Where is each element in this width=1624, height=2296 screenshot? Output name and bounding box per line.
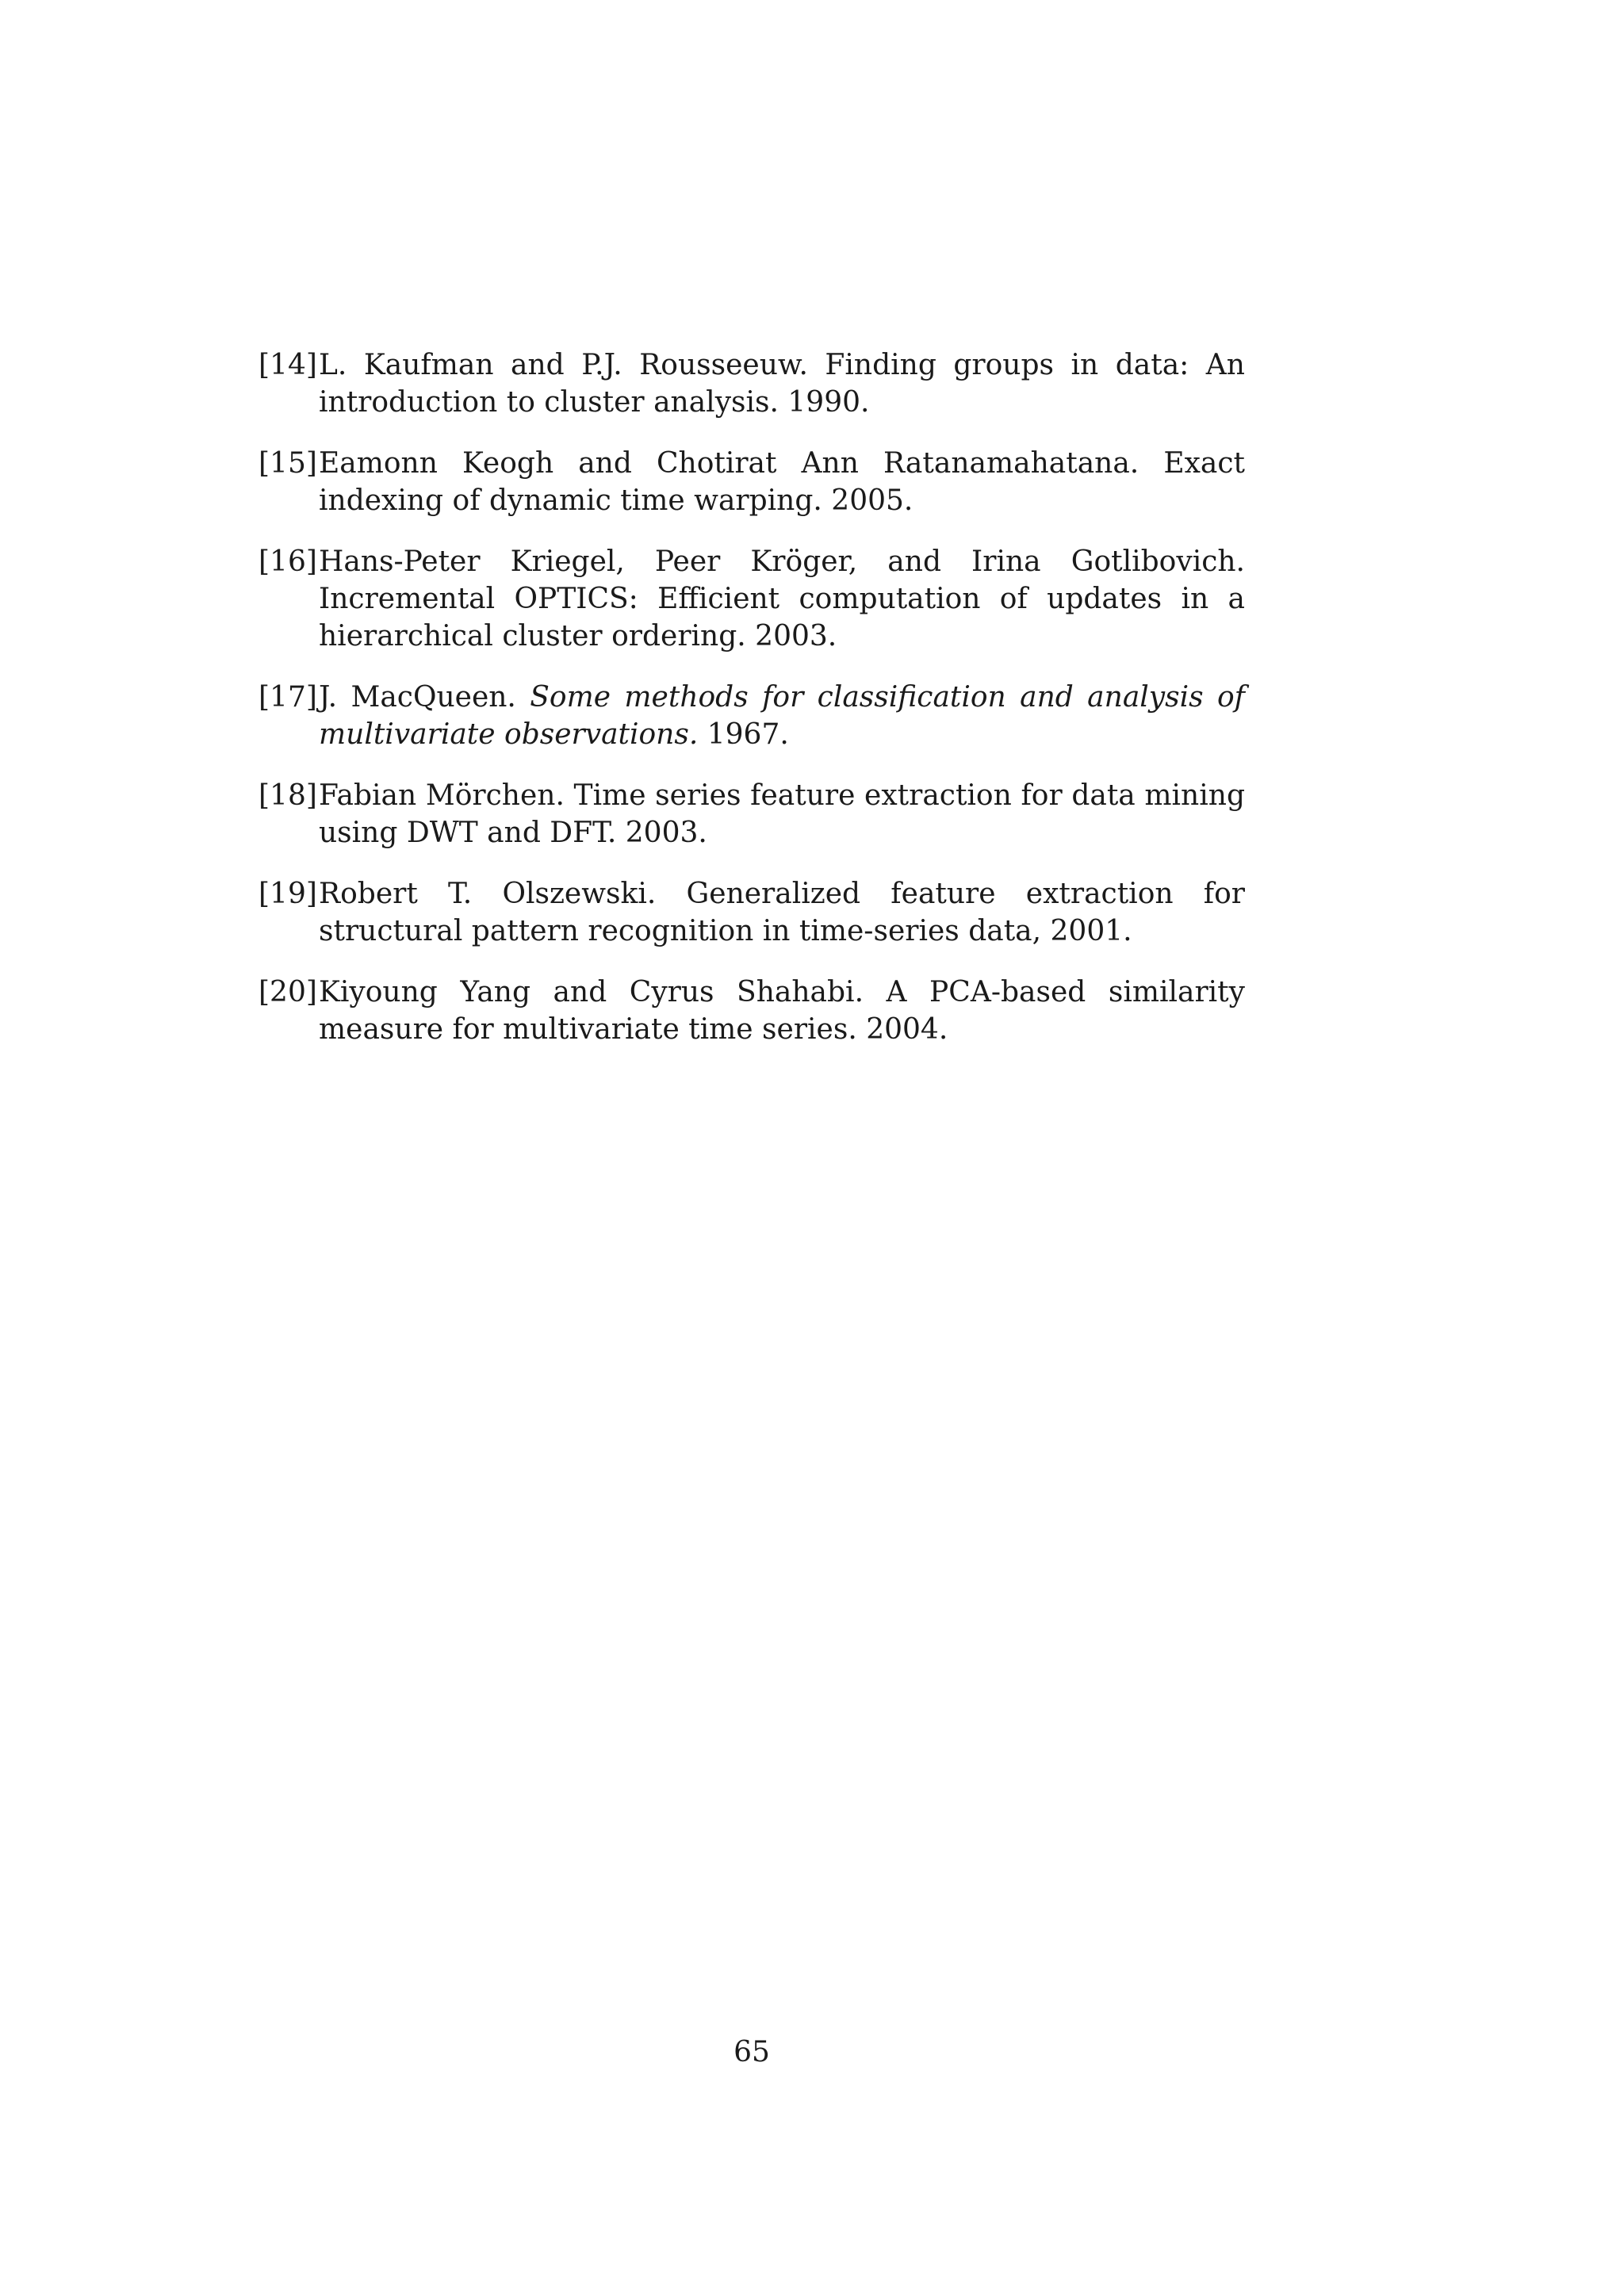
reference-item-20 xyxy=(259,974,1245,1048)
reference-item-18 xyxy=(259,777,1245,851)
reference-label: [19] xyxy=(259,878,317,910)
reference-list xyxy=(259,346,1245,1072)
reference-label: [17] xyxy=(259,681,317,714)
reference-text: Kiyoung Yang and Cyrus Shahabi. A PCA-based similarity measure for multivariate time series. 2004. xyxy=(319,976,1245,1046)
reference-label: [14] xyxy=(259,349,317,381)
reference-title: Some methods for classification and analysis of multivariate observations. xyxy=(319,681,1245,751)
reference-author: J. MacQueen. xyxy=(319,681,516,714)
reference-label: [18] xyxy=(259,779,317,812)
page-number: 65 xyxy=(733,2036,770,2068)
reference-text: Fabian Mörchen. Time series feature extraction for data mining using DWT and DFT. 2003. xyxy=(319,779,1245,849)
reference-label: [15] xyxy=(259,447,317,480)
reference-item-16 xyxy=(259,543,1245,655)
reference-label: [16] xyxy=(259,545,317,578)
reference-text: L. Kaufman and P.J. Rousseeuw. Finding groups in data: An introduction to cluster analysis. 1990. xyxy=(319,349,1245,419)
reference-text: Eamonn Keogh and Chotirat Ann Ratanamahatana. Exact indexing of dynamic time warping. 2005. xyxy=(319,447,1245,517)
reference-text: Robert T. Olszewski. Generalized feature extraction for structural pattern recognition in time-series data, 2001. xyxy=(319,878,1245,947)
reference-label: [20] xyxy=(259,976,317,1008)
reference-item-15 xyxy=(259,445,1245,519)
reference-item-17 xyxy=(259,679,1245,753)
reference-item-19 xyxy=(259,875,1245,950)
reference-text: Hans-Peter Kriegel, Peer Kröger, and Irina Gotlibovich. Incremental OPTICS: Efficient computation of updates in a hierarchical cluster ordering. 2003. xyxy=(319,545,1245,652)
reference-item-14 xyxy=(259,346,1245,421)
reference-year: 1967. xyxy=(707,718,789,751)
